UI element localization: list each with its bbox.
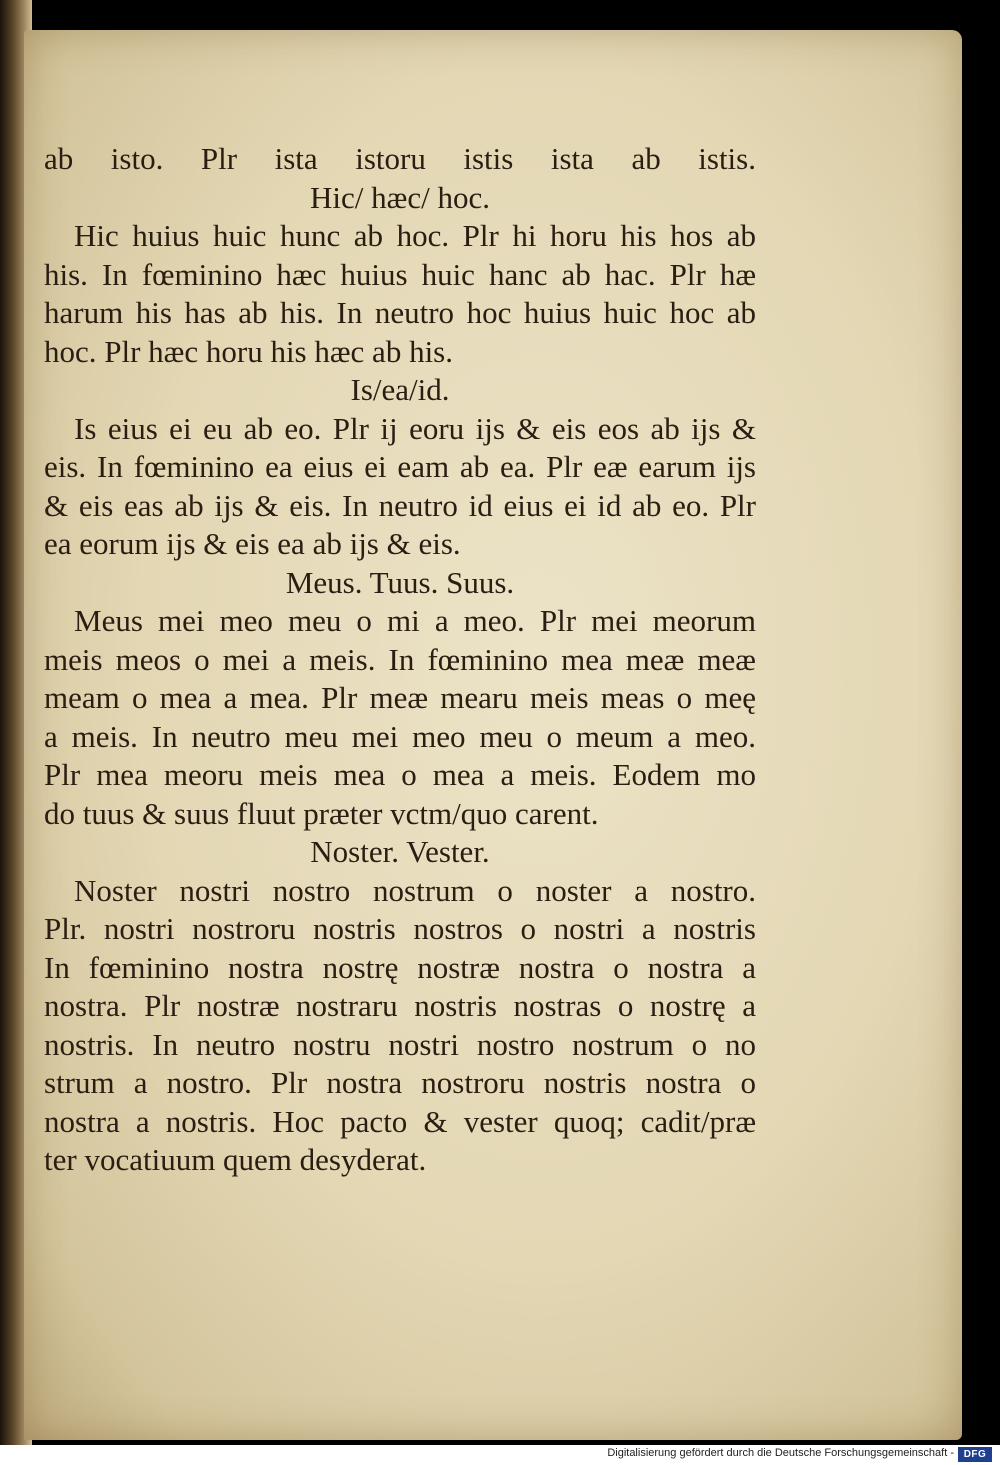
text-line: harum his has ab his. In neutro hoc huius huic hoc ab <box>44 295 756 330</box>
text-line: a meis. In neutro meu mei meo meu o meum a meo. <box>44 718 756 754</box>
text-line: ab isto. Plr ista istoru istis ista ab istis. <box>44 141 756 176</box>
heading-meus-tuus-suus: Meus. Tuus. Suus. <box>285 564 515 600</box>
text-line: Noster nostri nostro nostrum o noster a nostro. <box>74 872 756 908</box>
text-line: Plr. nostri nostroru nostris nostros o nostri a nostris <box>44 911 756 946</box>
heading-hic-haec-hoc: Hic/ hæc/ hoc. <box>310 179 490 215</box>
text-line: Plr mea meoru meis mea o mea a meis. Eodem mo <box>44 757 756 792</box>
digitization-credit: Digitalisierung gefördert durch die Deutsche Forschungsgemeinschaft - <box>607 1447 954 1459</box>
text-line: nostra a nostris. Hoc pacto & vester quoq; cadit/præ <box>44 1103 756 1139</box>
text-line: meam o mea a mea. Plr meæ mearu meis meas o meę <box>44 680 756 715</box>
text-line: his. In fœminino hæc huius huic hanc ab hac. Plr hæ <box>44 256 756 292</box>
heading-noster-vester: Noster. Vester. <box>310 834 490 869</box>
text-line: ter vocatiuum quem desyderat. <box>44 1142 427 1177</box>
text-line: meis meos o mei a meis. In fœminino mea meæ meæ <box>44 641 756 677</box>
text-line: nostra. Plr nostræ nostraru nostris nostras o nostrę a <box>44 988 756 1023</box>
text-line: nostris. In neutro nostru nostri nostro nostrum o no <box>44 1026 756 1062</box>
text-line: Meus mei meo meu o mi a meo. Plr mei meorum <box>74 603 756 638</box>
text-line: do tuus & suus fluut præter vctm/quo carent. <box>44 795 599 831</box>
text-line: eis. In fœminino ea eius ei eam ab ea. Plr eæ earum ijs <box>44 449 756 484</box>
text-line: hoc. Plr hæc horu his hæc ab his. <box>44 333 453 369</box>
text-line: strum a nostro. Plr nostra nostroru nostris nostra o <box>44 1065 756 1100</box>
heading-is-ea-id: Is/ea/id. <box>350 372 450 407</box>
text-line: & eis eas ab ijs & eis. In neutro id eius ei id ab eo. Plr <box>44 487 756 523</box>
dfg-logo: DFG <box>958 1447 992 1462</box>
text-line: Hic huius huic hunc ab hoc. Plr hi horu his hos ab <box>74 218 756 253</box>
page-text <box>44 140 756 1180</box>
text-line: ea eorum ijs & eis ea ab ijs & eis. <box>44 526 461 561</box>
text-line: In fœminino nostra nostrę nostræ nostra o nostra a <box>44 949 756 985</box>
text-line: Is eius ei eu ab eo. Plr ij eoru ijs & eis eos ab ijs & <box>74 410 756 446</box>
